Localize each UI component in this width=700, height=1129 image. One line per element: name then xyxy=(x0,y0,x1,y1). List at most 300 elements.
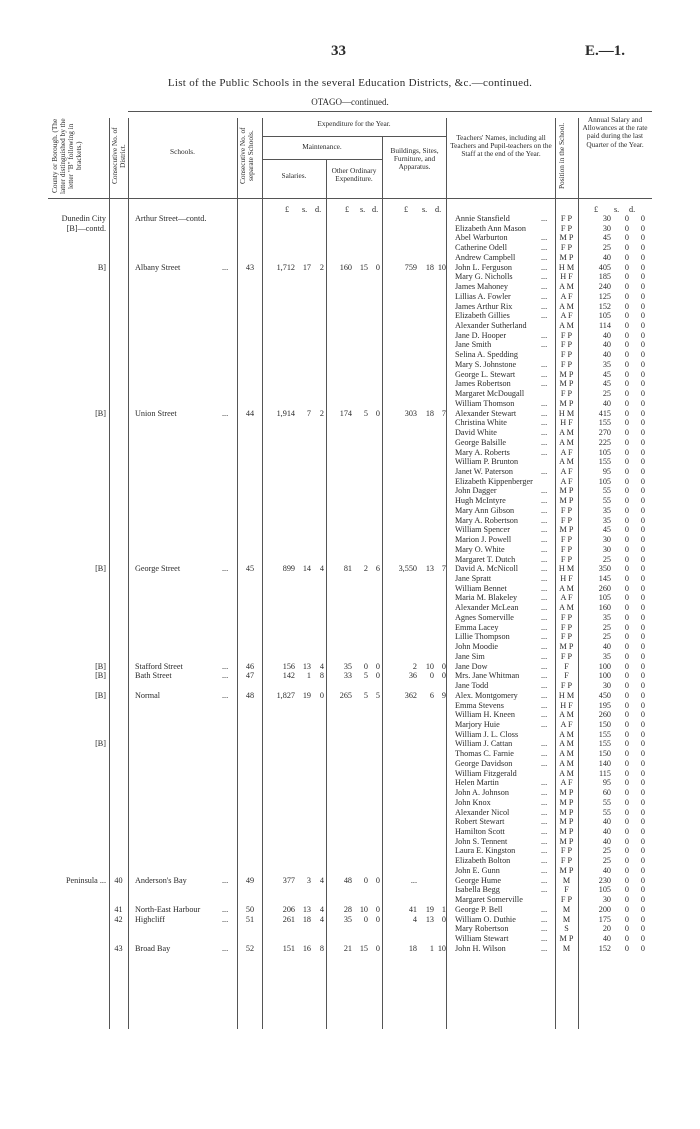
unit-annual-shillings: s. xyxy=(614,205,620,214)
unit-other-pounds: £ xyxy=(345,205,350,214)
unit-buildings-pounds: £ xyxy=(404,205,409,214)
teacher-name-cell: William J. Cattan xyxy=(455,739,513,749)
unit-salaries-pounds: £ xyxy=(285,205,290,214)
other-shillings-cell: 15 xyxy=(359,943,368,953)
teacher-name-cell: James Arthur Rix xyxy=(455,301,513,311)
other-shillings-cell: 5 xyxy=(363,408,368,418)
position-cell: A M xyxy=(559,710,574,720)
position-cell: A F xyxy=(560,476,573,486)
leader-dots: ... xyxy=(541,924,548,934)
other-pounds-cell: 174 xyxy=(339,408,352,418)
leader-dots: ... xyxy=(541,535,548,545)
annual-salary-cell: 145 0 0 xyxy=(598,574,645,583)
annual-salary-cell: 40 0 0 xyxy=(602,826,645,836)
leader-dots: ... xyxy=(541,797,548,807)
leader-dots: ... xyxy=(541,690,548,700)
teacher-name-cell: Jane Sim xyxy=(455,651,485,661)
position-cell: A F xyxy=(560,311,573,321)
buildings-shillings-cell: 19 xyxy=(425,904,434,914)
teacher-name-cell: Margaret T. Dutch xyxy=(455,554,516,564)
buildings-pounds-cell: 36 xyxy=(408,671,417,681)
position-cell: M P xyxy=(559,369,574,379)
annual-salary-cell: 55 0 0 xyxy=(602,496,645,506)
annual-salary-cell: 30 0 0 xyxy=(602,895,645,905)
leader-dots: ... xyxy=(541,739,548,749)
position-cell: M xyxy=(562,875,571,885)
position-cell: A M xyxy=(559,428,574,438)
position-cell: M P xyxy=(559,486,574,496)
other-shillings-cell: 0 xyxy=(363,661,368,671)
annual-salary-cell: 35 0 0 xyxy=(602,505,645,515)
position-cell: M P xyxy=(559,252,574,262)
other-pence-cell: 0 xyxy=(375,914,380,924)
teacher-name-cell: Abel Warburton xyxy=(455,233,508,243)
annual-salary-cell: 105 0 0 xyxy=(598,593,645,603)
county-cell: Dunedin City xyxy=(61,214,106,223)
leader-dots: ... xyxy=(541,934,548,944)
salaries-shillings-cell: 7 xyxy=(306,408,311,418)
teacher-name-cell: William Fitzgerald xyxy=(455,768,517,778)
leader-dots: ... xyxy=(541,904,548,914)
annual-salary-cell: 60 0 0 xyxy=(602,788,645,798)
rule-7 xyxy=(446,118,447,1029)
position-cell: F P xyxy=(560,612,573,622)
other-pence-cell: 5 xyxy=(375,690,380,700)
annual-salary-cell: 30 0 0 xyxy=(602,214,645,223)
annual-salary-cell: 260 0 0 xyxy=(598,710,645,720)
position-cell: H F xyxy=(560,272,573,282)
leader-dots: ... xyxy=(541,826,548,836)
teacher-name-cell: James Mahoney xyxy=(455,282,508,292)
buildings-pence-cell: 7 xyxy=(441,564,446,574)
school-name-cell: Bath Street xyxy=(135,671,172,681)
leader-dots: ... xyxy=(222,904,229,914)
annual-salary-cell: 40 0 0 xyxy=(602,340,645,350)
teacher-name-cell: Elizabeth Kippenberger xyxy=(455,476,533,486)
position-cell: A M xyxy=(559,282,574,292)
leader-dots: ... xyxy=(541,885,548,895)
buildings-pounds-cell: 18 xyxy=(408,943,417,953)
salaries-shillings-cell: 17 xyxy=(302,262,311,272)
position-cell: F P xyxy=(560,359,573,369)
position-cell: F xyxy=(564,671,569,681)
teacher-name-cell: Laura E. Kingston xyxy=(455,846,516,856)
table-top-rule xyxy=(128,111,652,112)
other-pence-cell: 0 xyxy=(375,671,380,681)
salaries-pounds-cell: 899 xyxy=(282,564,295,574)
annual-salary-cell: 155 0 0 xyxy=(598,729,645,739)
buildings-shillings-cell: 18 xyxy=(425,408,434,418)
teacher-name-cell: Catherine Odell xyxy=(455,243,508,253)
district-number-cell: 41 xyxy=(114,904,123,914)
school-name-cell: Stafford Street xyxy=(135,661,183,671)
leader-dots: ... xyxy=(541,875,548,885)
position-cell: A M xyxy=(559,749,574,759)
county-cell: [B] xyxy=(95,671,106,681)
teacher-name-cell: William Thomson xyxy=(455,398,515,408)
annual-salary-cell: 30 0 0 xyxy=(602,223,645,233)
teacher-name-cell: Agnes Somerville xyxy=(455,612,514,622)
header-county: County or Borough. (The latter distinguished by the letter "B" following in brackets.) xyxy=(50,118,83,194)
annual-salary-cell: 30 0 0 xyxy=(602,535,645,545)
leader-dots: ... xyxy=(541,418,548,428)
position-cell: H M xyxy=(558,564,575,574)
county-cell: B] xyxy=(97,262,106,272)
annual-salary-cell: 25 0 0 xyxy=(602,243,645,253)
position-cell: F P xyxy=(560,554,573,564)
annual-salary-cell: 35 0 0 xyxy=(602,612,645,622)
header-separate-schools: Consecutive No. of separate Schools. xyxy=(238,127,255,185)
buildings-pounds-cell: ... xyxy=(410,875,417,885)
leader-dots: ... xyxy=(541,515,548,525)
other-pence-cell: 0 xyxy=(375,408,380,418)
annual-salary-cell: 155 0 0 xyxy=(598,457,645,467)
position-cell: F P xyxy=(560,214,573,223)
other-pounds-cell: 48 xyxy=(343,875,352,885)
annual-salary-cell: 125 0 0 xyxy=(598,291,645,301)
leader-dots: ... xyxy=(541,233,548,243)
teacher-name-cell: Jane Todd xyxy=(455,681,489,691)
leader-dots: ... xyxy=(541,749,548,759)
buildings-pounds-cell: 41 xyxy=(408,904,417,914)
leader-dots: ... xyxy=(541,661,548,671)
salaries-pounds-cell: 156 xyxy=(282,661,295,671)
salaries-shillings-cell: 1 xyxy=(306,671,311,681)
county-cell: [B]—contd. xyxy=(66,223,106,233)
position-cell: F P xyxy=(560,622,573,632)
annual-salary-cell: 115 0 0 xyxy=(599,768,645,778)
annual-salary-cell: 35 0 0 xyxy=(602,651,645,661)
teacher-name-cell: John H. Wilson xyxy=(455,943,506,953)
other-pence-cell: 0 xyxy=(375,262,380,272)
annual-salary-cell: 95 0 0 xyxy=(602,466,645,476)
position-cell: A M xyxy=(559,457,574,467)
annual-salary-cell: 45 0 0 xyxy=(602,525,645,535)
position-cell: F P xyxy=(560,544,573,554)
leader-dots: ... xyxy=(222,943,229,953)
leader-dots: ... xyxy=(541,398,548,408)
rule-9 xyxy=(578,118,579,1029)
annual-salary-cell: 55 0 0 xyxy=(602,486,645,496)
teacher-name-cell: Isabella Begg xyxy=(455,885,500,895)
annual-salary-cell: 225 0 0 xyxy=(598,437,645,447)
teacher-name-cell: Lillias A. Fowler xyxy=(455,291,511,301)
salaries-pence-cell: 2 xyxy=(319,408,324,418)
position-cell: M P xyxy=(559,788,574,798)
salaries-pounds-cell: 1,914 xyxy=(276,408,295,418)
teacher-name-cell: Alexander Nicol xyxy=(455,807,510,817)
annual-salary-cell: 260 0 0 xyxy=(598,583,645,593)
school-name-cell: Highcliff xyxy=(135,914,165,924)
position-cell: M P xyxy=(559,379,574,389)
teacher-name-cell: Elizabeth Bolton xyxy=(455,856,511,866)
leader-dots: ... xyxy=(541,603,548,613)
buildings-pence-cell: 10 xyxy=(437,262,446,272)
teacher-name-cell: George Hume xyxy=(455,875,502,885)
position-cell: A F xyxy=(560,447,573,457)
leader-dots: ... xyxy=(541,807,548,817)
annual-salary-cell: 185 0 0 xyxy=(598,272,645,282)
page-number: 33 xyxy=(331,43,346,59)
annual-salary-cell: 40 0 0 xyxy=(602,934,645,944)
teacher-name-cell: George L. Stewart xyxy=(455,369,516,379)
position-cell: A M xyxy=(559,768,574,778)
school-name-cell: North-East Harbour xyxy=(135,904,201,914)
teacher-name-cell: Marjory Huie xyxy=(455,719,500,729)
salaries-shillings-cell: 16 xyxy=(302,943,311,953)
annual-salary-cell: 40 0 0 xyxy=(602,865,645,875)
buildings-shillings-cell: 13 xyxy=(425,914,434,924)
position-cell: F P xyxy=(560,350,573,360)
teacher-name-cell: William Spencer xyxy=(455,525,510,535)
other-pence-cell: 0 xyxy=(375,661,380,671)
leader-dots: ... xyxy=(541,632,548,642)
other-pence-cell: 0 xyxy=(375,904,380,914)
position-cell: M xyxy=(562,943,571,953)
rule-4 xyxy=(262,118,263,1029)
teacher-name-cell: Jane Spratt xyxy=(455,574,492,583)
rule-5 xyxy=(326,159,327,1029)
header-annual-salary: Annual Salary and Allowances at the rate paid during the last Quarter of the Year. xyxy=(582,115,648,149)
teacher-name-cell: George Davidson xyxy=(455,758,513,768)
annual-salary-cell: 100 0 0 xyxy=(598,661,645,671)
buildings-pounds-cell: 759 xyxy=(404,262,417,272)
leader-dots: ... xyxy=(222,875,229,885)
position-cell: H M xyxy=(558,408,575,418)
other-shillings-cell: 2 xyxy=(363,564,368,574)
district-number-cell: 43 xyxy=(114,943,123,953)
leader-dots: ... xyxy=(541,846,548,856)
buildings-pounds-cell: 303 xyxy=(404,408,417,418)
other-pounds-cell: 21 xyxy=(343,943,352,953)
leader-dots: ... xyxy=(541,505,548,515)
annual-salary-cell: 40 0 0 xyxy=(602,642,645,652)
leader-dots: ... xyxy=(541,311,548,321)
position-cell: F xyxy=(564,885,569,895)
teacher-name-cell: Mary Ann Gibson xyxy=(455,505,515,515)
other-pounds-cell: 81 xyxy=(343,564,352,574)
leader-dots: ... xyxy=(541,700,548,710)
leader-dots: ... xyxy=(541,681,548,691)
unit-other-pence: d. xyxy=(372,205,379,214)
annual-salary-cell: 160 0 0 xyxy=(598,603,645,613)
annual-salary-cell: 40 0 0 xyxy=(602,817,645,827)
position-cell: H F xyxy=(560,700,573,710)
annual-salary-cell: 40 0 0 xyxy=(602,330,645,340)
leader-dots: ... xyxy=(541,612,548,622)
position-cell: M P xyxy=(559,807,574,817)
position-cell: F P xyxy=(560,330,573,340)
school-number-cell: 49 xyxy=(245,875,255,885)
salaries-pence-cell: 4 xyxy=(319,661,324,671)
teacher-name-cell: Alexander Sutherland xyxy=(455,321,527,331)
teacher-name-cell: Mary A. Roberts xyxy=(455,447,510,457)
teacher-name-cell: Janet W. Paterson xyxy=(455,466,513,476)
position-cell: A F xyxy=(560,291,573,301)
buildings-shillings-cell: 13 xyxy=(425,564,434,574)
teacher-name-cell: Margaret Somerville xyxy=(455,895,523,905)
header-position: Position in the School. xyxy=(557,122,566,190)
position-cell: M P xyxy=(559,233,574,243)
teacher-name-cell: William Bennet xyxy=(455,583,507,593)
header-bottom-rule xyxy=(48,198,652,199)
other-shillings-cell: 5 xyxy=(363,690,368,700)
header-salaries: Salaries. xyxy=(281,171,307,180)
teacher-name-cell: John S. Tennent xyxy=(455,836,508,846)
annual-salary-cell: 195 0 0 xyxy=(598,700,645,710)
salaries-shillings-cell: 13 xyxy=(302,661,311,671)
annual-salary-cell: 240 0 0 xyxy=(598,282,645,292)
rule-2 xyxy=(128,118,129,1029)
salaries-shillings-cell: 13 xyxy=(302,904,311,914)
teacher-name-cell: Jane Dow xyxy=(455,661,488,671)
position-cell: H M xyxy=(558,262,575,272)
unit-salaries-pence: d. xyxy=(315,205,322,214)
position-cell: F P xyxy=(560,340,573,350)
header-consecutive-district: Consecutive No. of District. xyxy=(110,127,127,185)
position-cell: A M xyxy=(559,321,574,331)
school-name-cell: George Street xyxy=(135,564,181,574)
position-cell: F P xyxy=(560,389,573,399)
maintenance-rule xyxy=(262,159,382,160)
annual-salary-cell: 152 0 0 xyxy=(598,301,645,311)
buildings-shillings-cell: 10 xyxy=(425,661,434,671)
header-buildings: Buildings, Sites, Furniture, and Apparatus. xyxy=(390,146,439,172)
position-cell: H F xyxy=(560,418,573,428)
leader-dots: ... xyxy=(541,252,548,262)
leader-dots: ... xyxy=(541,428,548,438)
teacher-name-cell: Lillie Thompson xyxy=(455,632,510,642)
annual-salary-cell: 95 0 0 xyxy=(602,778,645,788)
position-cell: M P xyxy=(559,642,574,652)
position-cell: F P xyxy=(560,632,573,642)
county-cell: [B] xyxy=(95,739,106,749)
leader-dots: ... xyxy=(222,564,229,574)
teacher-name-cell: Andrew Campbell xyxy=(455,252,516,262)
buildings-pence-cell: 10 xyxy=(437,943,446,953)
other-shillings-cell: 5 xyxy=(363,671,368,681)
teacher-name-cell: James Robertson xyxy=(455,379,511,389)
annual-salary-cell: 105 0 0 xyxy=(598,885,645,895)
teacher-name-cell: Thomas C. Farnie xyxy=(455,749,514,759)
school-number-cell: 45 xyxy=(245,564,255,574)
leader-dots: ... xyxy=(222,690,229,700)
leader-dots: ... xyxy=(541,574,548,583)
other-pence-cell: 0 xyxy=(375,875,380,885)
leader-dots: ... xyxy=(541,642,548,652)
rule-1 xyxy=(109,118,110,1029)
teacher-name-cell: John A. Johnson xyxy=(455,788,509,798)
other-pence-cell: 6 xyxy=(375,564,380,574)
teacher-name-cell: Emma Stevens xyxy=(455,700,504,710)
leader-dots: ... xyxy=(541,408,548,418)
salaries-pence-cell: 4 xyxy=(319,875,324,885)
school-name-cell: Arthur Street—contd. xyxy=(135,214,207,223)
position-cell: H M xyxy=(558,690,575,700)
school-number-cell: 44 xyxy=(245,408,255,418)
salaries-pence-cell: 2 xyxy=(319,262,324,272)
annual-salary-cell: 405 0 0 xyxy=(598,262,645,272)
rule-6 xyxy=(382,136,383,1029)
leader-dots: ... xyxy=(222,661,229,671)
teacher-name-cell: Mrs. Jane Whitman xyxy=(455,671,520,681)
leader-dots: ... xyxy=(222,408,229,418)
district-subtitle: OTAGO—continued. xyxy=(311,97,389,107)
teacher-name-cell: Selina A. Spedding xyxy=(455,350,518,360)
leader-dots: ... xyxy=(222,262,229,272)
leader-dots: ... xyxy=(541,340,548,350)
other-pounds-cell: 160 xyxy=(339,262,352,272)
leader-dots: ... xyxy=(541,359,548,369)
header-teachers: Teachers' Names, including all Teachers and Pupil-teachers on the Staff at the end of the Year. xyxy=(450,133,552,159)
school-number-cell: 50 xyxy=(245,904,255,914)
teacher-name-cell: Margaret McDougall xyxy=(455,389,525,399)
other-shillings-cell: 10 xyxy=(359,904,368,914)
unit-buildings-shillings: s. xyxy=(422,205,428,214)
buildings-pence-cell: 9 xyxy=(441,690,446,700)
county-cell: [B] xyxy=(95,690,106,700)
teacher-name-cell: Maria M. Blakeley xyxy=(455,593,518,603)
buildings-pence-cell: 0 xyxy=(441,914,446,924)
teacher-name-cell: Alex. Montgomery xyxy=(455,690,518,700)
salaries-pounds-cell: 151 xyxy=(282,943,295,953)
county-cell: [B] xyxy=(95,661,106,671)
annual-salary-cell: 150 0 0 xyxy=(598,749,645,759)
leader-dots: ... xyxy=(541,554,548,564)
position-cell: F xyxy=(564,661,569,671)
district-number-cell: 42 xyxy=(114,914,123,924)
leader-dots: ... xyxy=(541,914,548,924)
salaries-pounds-cell: 261 xyxy=(282,914,295,924)
position-cell: M P xyxy=(559,865,574,875)
header-maintenance: Maintenance. xyxy=(302,142,342,151)
salaries-pence-cell: 0 xyxy=(319,690,324,700)
annual-salary-cell: 200 0 0 xyxy=(598,904,645,914)
county-cell: [B] xyxy=(95,564,106,574)
salaries-pounds-cell: 142 xyxy=(282,671,295,681)
school-number-cell: 47 xyxy=(245,671,255,681)
annual-salary-cell: 25 0 0 xyxy=(602,554,645,564)
annual-salary-cell: 45 0 0 xyxy=(602,233,645,243)
position-cell: F P xyxy=(560,223,573,233)
leader-dots: ... xyxy=(541,369,548,379)
position-cell: A M xyxy=(559,301,574,311)
teacher-name-cell: Annie Stansfield xyxy=(455,214,510,223)
annual-salary-cell: 25 0 0 xyxy=(602,632,645,642)
teacher-name-cell: John L. Ferguson xyxy=(455,262,512,272)
annual-salary-cell: 40 0 0 xyxy=(602,398,645,408)
other-shillings-cell: 0 xyxy=(363,914,368,924)
teacher-name-cell: Jane D. Hooper xyxy=(455,330,507,340)
leader-dots: ... xyxy=(541,486,548,496)
annual-salary-cell: 40 0 0 xyxy=(602,836,645,846)
teacher-name-cell: Hugh McIntyre xyxy=(455,496,506,506)
annual-salary-cell: 350 0 0 xyxy=(598,564,645,574)
position-cell: A F xyxy=(560,719,573,729)
teacher-name-cell: Elizabeth Ann Mason xyxy=(455,223,526,233)
leader-dots: ... xyxy=(541,291,548,301)
teacher-name-cell: Alexander Stewart xyxy=(455,408,517,418)
position-cell: F P xyxy=(560,681,573,691)
annual-salary-cell: 155 0 0 xyxy=(598,739,645,749)
unit-salaries-shillings: s. xyxy=(302,205,308,214)
salaries-pence-cell: 4 xyxy=(319,914,324,924)
leader-dots: ... xyxy=(541,301,548,311)
other-pounds-cell: 265 xyxy=(339,690,352,700)
other-pounds-cell: 33 xyxy=(343,671,352,681)
buildings-pounds-cell: 362 xyxy=(404,690,417,700)
teacher-name-cell: William J. L. Closs xyxy=(455,729,519,739)
